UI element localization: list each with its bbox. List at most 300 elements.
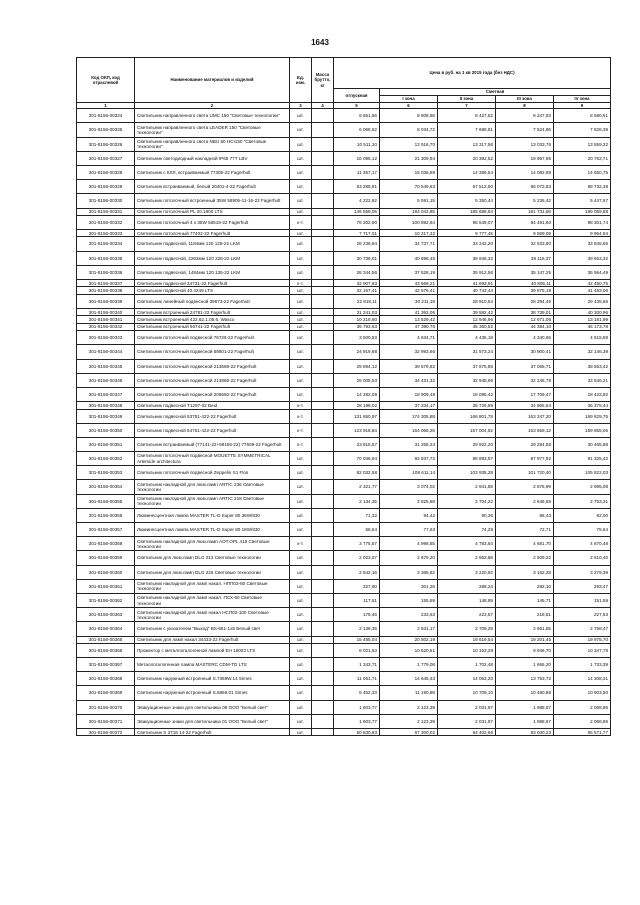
row-code: 301-8156-00346 bbox=[77, 373, 135, 387]
row-unit: шт. bbox=[290, 480, 312, 494]
row-price-otpusk: 3 775,57 bbox=[334, 537, 380, 551]
row-price-zone-4: 33 845,65 bbox=[554, 237, 611, 251]
row-mass bbox=[312, 452, 334, 466]
row-price-zone-1: 34 431,32 bbox=[380, 373, 438, 387]
row-price-zone-3: 7 524,96 bbox=[496, 123, 554, 137]
row-mass bbox=[312, 137, 334, 151]
row-price-otpusk: 30 739,01 bbox=[334, 251, 380, 265]
row-price-zone-2: 148,89 bbox=[438, 593, 496, 607]
row-price-zone-4: 2 995,08 bbox=[554, 480, 611, 494]
row-price-zone-2: 223,57 bbox=[438, 608, 496, 622]
row-name: Светильник для ламп накал 34433-22 Fagerhult bbox=[135, 636, 290, 643]
table-row bbox=[77, 137, 611, 151]
row-price-zone-4: 13 559,32 bbox=[554, 137, 611, 151]
row-price-zone-4: 32 146,39 bbox=[554, 345, 611, 359]
row-price-otpusk: 50 830,83 bbox=[334, 729, 380, 736]
row-mass bbox=[312, 151, 334, 165]
row-price-zone-4: 39 653,32 bbox=[554, 251, 611, 265]
row-name: Люминесцентная лампа MASTER TL-D Super 80 36W/830 bbox=[135, 508, 290, 522]
row-mass bbox=[312, 672, 334, 686]
row-price-otpusk: 1 603,77 bbox=[334, 714, 380, 728]
row-mass bbox=[312, 359, 334, 373]
table-row bbox=[77, 265, 611, 279]
row-mass bbox=[312, 316, 334, 323]
row-price-zone-3: 32 533,80 bbox=[496, 237, 554, 251]
row-price-zone-4: 29 435,56 bbox=[554, 294, 611, 308]
col-number: 9 bbox=[554, 103, 611, 109]
table-row bbox=[77, 608, 611, 622]
table-row bbox=[77, 208, 611, 215]
row-mass bbox=[312, 593, 334, 607]
table-row bbox=[77, 686, 611, 700]
row-price-zone-2: 2 031,97 bbox=[438, 714, 496, 728]
row-price-zone-1: 5 591,15 bbox=[380, 194, 438, 208]
row-price-zone-1: 47 390,76 bbox=[380, 323, 438, 330]
row-unit: шт. bbox=[290, 109, 312, 123]
row-price-zone-3: 2 509,22 bbox=[496, 551, 554, 565]
row-name: Светильник S 3718 14-22 Fagerhult bbox=[135, 729, 290, 736]
table-row bbox=[77, 523, 611, 537]
row-code: 301-8156-00341 bbox=[77, 316, 135, 323]
row-code: 301-8156-00336 bbox=[77, 265, 135, 279]
row-price-zone-3: 94 491,60 bbox=[496, 215, 554, 229]
row-mass bbox=[312, 437, 334, 451]
row-code: 301-8156-00329 bbox=[77, 180, 135, 194]
row-price-zone-3: 282,10 bbox=[496, 579, 554, 593]
row-price-zone-3: 12 671,06 bbox=[496, 316, 554, 323]
row-code: 301-8156-00331 bbox=[77, 208, 135, 215]
row-price-zone-3: 1 666,20 bbox=[496, 658, 554, 672]
row-name: Светильник потолочный подвесной Zeppelin S1 Flos bbox=[135, 466, 290, 480]
row-mass bbox=[312, 537, 334, 551]
row-price-otpusk: 22 818,11 bbox=[334, 294, 380, 308]
row-price-zone-2: 74,29 bbox=[438, 523, 496, 537]
row-price-zone-1: 21 309,94 bbox=[380, 151, 438, 165]
row-price-zone-4: 92,00 bbox=[554, 508, 611, 522]
row-price-otpusk: 117,51 bbox=[334, 593, 380, 607]
row-code: 301-8156-00328 bbox=[77, 165, 135, 179]
row-price-zone-4: 2 610,40 bbox=[554, 551, 611, 565]
row-price-zone-1: 41 363,06 bbox=[380, 309, 438, 316]
header-mass: Масса брутто, кг bbox=[312, 58, 334, 103]
row-price-zone-4: 46 173,78 bbox=[554, 323, 611, 330]
row-code: 301-8156-00365 bbox=[77, 636, 135, 643]
row-code: 301-8156-00360 bbox=[77, 565, 135, 579]
header-code: Код ОКП, код отраслевой bbox=[77, 58, 135, 103]
row-price-zone-1: 100 892,64 bbox=[380, 215, 438, 229]
row-price-zone-4: 227,63 bbox=[554, 608, 611, 622]
row-name: Светильник для люм.ламп DLG 226 Световые технологии bbox=[135, 565, 290, 579]
row-price-zone-3: 153 659,12 bbox=[496, 423, 554, 437]
row-code: 301-8156-00335 bbox=[77, 251, 135, 265]
row-price-zone-4: 91 325,42 bbox=[554, 452, 611, 466]
table-row bbox=[77, 508, 611, 522]
table-row bbox=[77, 466, 611, 480]
row-mass bbox=[312, 294, 334, 308]
row-price-zone-2: 31 573,24 bbox=[438, 345, 496, 359]
row-price-zone-3: 9 569,09 bbox=[496, 230, 554, 237]
row-unit: шт. bbox=[290, 452, 312, 466]
row-unit: шт. bbox=[290, 508, 312, 522]
row-price-zone-1: 1 779,08 bbox=[380, 658, 438, 672]
table-row bbox=[77, 237, 611, 251]
row-price-otpusk: 8 452,33 bbox=[334, 686, 380, 700]
row-unit: шт. bbox=[290, 686, 312, 700]
row-price-zone-3: 8 247,93 bbox=[496, 109, 554, 123]
table-row bbox=[77, 309, 611, 316]
row-mass bbox=[312, 323, 334, 330]
row-price-zone-1: 77,63 bbox=[380, 523, 438, 537]
row-price-zone-3: 17 709,47 bbox=[496, 387, 554, 401]
col-number: 7 bbox=[438, 103, 496, 109]
row-price-otpusk: 1 343,71 bbox=[334, 658, 380, 672]
row-price-otpusk: 16 095,12 bbox=[334, 151, 380, 165]
row-unit: шт. bbox=[290, 331, 312, 345]
row-mass bbox=[312, 658, 334, 672]
table-row bbox=[77, 373, 611, 387]
table-row bbox=[77, 230, 611, 237]
row-name: Светильник подвесной 54751-422-22 Fagerhult bbox=[135, 423, 290, 437]
row-price-zone-2: 64 402,66 bbox=[438, 729, 496, 736]
row-price-otpusk: 146 558,05 bbox=[334, 208, 380, 215]
row-price-zone-1: 164 068,26 bbox=[380, 423, 438, 437]
row-price-zone-2: 185 688,64 bbox=[438, 208, 496, 215]
col-number: 2 bbox=[135, 103, 290, 109]
row-price-zone-3: 87 977,92 bbox=[496, 452, 554, 466]
row-price-zone-1: 31 268,34 bbox=[380, 437, 438, 451]
table-row bbox=[77, 658, 611, 672]
table-row bbox=[77, 215, 611, 229]
row-mass bbox=[312, 636, 334, 643]
row-name: Светильник подвесной 40.4249 LTS bbox=[135, 287, 290, 294]
row-name: Светильник встроенный 24781-22 Fagerhult bbox=[135, 309, 290, 316]
header-price-title: Цена в руб. на 1 кв 2015 года (без НДС) bbox=[334, 58, 611, 89]
row-unit: к-т. bbox=[290, 437, 312, 451]
row-code: 301-8156-00345 bbox=[77, 359, 135, 373]
row-mass bbox=[312, 608, 334, 622]
row-price-zone-4: 2 753,31 bbox=[554, 494, 611, 508]
row-price-zone-3: 44 384,10 bbox=[496, 323, 554, 330]
row-name: Светильник встраиваемый (77141-22+99156-22) 77609-22 Fagerhult bbox=[135, 437, 290, 451]
row-price-zone-2: 28 910,54 bbox=[438, 294, 496, 308]
row-price-zone-1: 2 123,39 bbox=[380, 700, 438, 714]
row-code: 301-8156-00358 bbox=[77, 537, 135, 551]
row-price-zone-4: 159 855,05 bbox=[554, 423, 611, 437]
row-price-otpusk: 2 542,16 bbox=[334, 565, 380, 579]
row-name: Светильник потолочный подвесной MOUETTE SYMMETRICAL Artemide architectura bbox=[135, 452, 290, 466]
table-row bbox=[77, 194, 611, 208]
row-price-zone-1: 2 825,88 bbox=[380, 494, 438, 508]
row-mass bbox=[312, 729, 334, 736]
row-price-zone-4: 7 828,39 bbox=[554, 123, 611, 137]
table-row bbox=[77, 180, 611, 194]
row-name: Светильник наружный встроенный S.6869.01 Simes bbox=[135, 686, 290, 700]
row-unit: к-т. bbox=[290, 280, 312, 287]
row-unit: шт. bbox=[290, 494, 312, 508]
row-code: 301-8156-00359 bbox=[77, 551, 135, 565]
table-row bbox=[77, 622, 611, 636]
row-price-zone-1: 3 365,82 bbox=[380, 565, 438, 579]
row-price-zone-1: 2 831,17 bbox=[380, 622, 438, 636]
row-mass bbox=[312, 700, 334, 714]
row-price-zone-3: 34 965,54 bbox=[496, 402, 554, 409]
row-price-zone-1: 40 698,45 bbox=[380, 251, 438, 265]
row-unit: шт. bbox=[290, 230, 312, 237]
row-price-zone-1: 4 634,71 bbox=[380, 331, 438, 345]
row-price-otpusk: 7 717,01 bbox=[334, 230, 380, 237]
row-mass bbox=[312, 508, 334, 522]
table-row bbox=[77, 287, 611, 294]
row-unit: шт. bbox=[290, 523, 312, 537]
row-price-otpusk: 2 134,35 bbox=[334, 494, 380, 508]
row-unit: шт. bbox=[290, 373, 312, 387]
row-price-zone-1: 70 549,83 bbox=[380, 180, 438, 194]
row-name: Светильник накладной для люм.ламп ARTIC 236 Световые технологии bbox=[135, 480, 290, 494]
table-row bbox=[77, 537, 611, 551]
row-unit: шт. bbox=[290, 672, 312, 686]
row-name: Эвакуационные знаки для светильника 01 ООО "Белый свет" bbox=[135, 714, 290, 728]
row-mass bbox=[312, 208, 334, 215]
row-name: Светильник подвесной 53751-422-22 Fagerhult bbox=[135, 409, 290, 423]
row-price-zone-1: 30 211,18 bbox=[380, 294, 438, 308]
row-price-zone-2: 37 875,86 bbox=[438, 359, 496, 373]
col-number: 3 bbox=[290, 103, 312, 109]
row-name: Светильник с указателем "Выход" BS-661-1x8 Белый свет bbox=[135, 622, 290, 636]
row-code: 301-8156-00330 bbox=[77, 194, 135, 208]
row-price-zone-4: 3 279,39 bbox=[554, 565, 611, 579]
row-name: Светильник потолочный 77402-22 Fagerhult bbox=[135, 230, 290, 237]
row-price-zone-2: 2 941,68 bbox=[438, 480, 496, 494]
header-zone-4: IV зона bbox=[554, 96, 611, 103]
row-price-zone-2: 32 948,96 bbox=[438, 373, 496, 387]
row-price-zone-1: 94,42 bbox=[380, 508, 438, 522]
row-price-zone-3: 66 073,83 bbox=[496, 180, 554, 194]
row-mass bbox=[312, 686, 334, 700]
table-row bbox=[77, 151, 611, 165]
table-row bbox=[77, 452, 611, 466]
header-smetnaya: Сметная bbox=[380, 89, 611, 96]
row-price-zone-3: 32 246,78 bbox=[496, 373, 554, 387]
row-price-zone-2: 29 922,20 bbox=[438, 437, 496, 451]
row-code: 301-8156-00332 bbox=[77, 215, 135, 229]
row-price-zone-1: 11 190,88 bbox=[380, 686, 438, 700]
row-code: 301-8156-00366 bbox=[77, 643, 135, 657]
row-price-zone-3: 19 201,45 bbox=[496, 636, 554, 643]
row-name: Светильник наружный встроенный S.7369W.14 Simes bbox=[135, 672, 290, 686]
row-price-zone-1: 18 909,49 bbox=[380, 387, 438, 401]
row-unit: шт. bbox=[290, 387, 312, 401]
row-unit: шт. bbox=[290, 345, 312, 359]
row-price-zone-2: 33 242,20 bbox=[438, 237, 496, 251]
row-price-otpusk: 76 202,90 bbox=[334, 215, 380, 229]
row-name: Светильник подвесной 34731-22 Fagerhult bbox=[135, 280, 290, 287]
row-price-zone-2: 14 389,54 bbox=[438, 165, 496, 179]
row-price-zone-3: 28 294,45 bbox=[496, 294, 554, 308]
row-unit: шт. bbox=[290, 622, 312, 636]
row-mass bbox=[312, 215, 334, 229]
row-price-zone-4: 2 068,86 bbox=[554, 714, 611, 728]
col-number: 8 bbox=[496, 103, 554, 109]
row-price-otpusk: 31 241,03 bbox=[334, 309, 380, 316]
row-price-zone-2: 14 053,20 bbox=[438, 672, 496, 686]
row-price-zone-2: 4 783,64 bbox=[438, 537, 496, 551]
row-price-zone-4: 75,64 bbox=[554, 523, 611, 537]
row-mass bbox=[312, 622, 334, 636]
row-price-zone-1: 43 569,21 bbox=[380, 280, 438, 287]
row-name: Светильник потолочный встроенный 35W 58905-11-16-22 Fagerhult bbox=[135, 194, 290, 208]
row-code: 301-8156-00348 bbox=[77, 402, 135, 409]
row-unit: шт. bbox=[290, 593, 312, 607]
row-price-zone-2: 288,24 bbox=[438, 579, 496, 593]
table-row bbox=[77, 109, 611, 123]
row-price-zone-4: 38 563,42 bbox=[554, 359, 611, 373]
row-price-zone-2: 40 743,44 bbox=[438, 287, 496, 294]
row-price-zone-1: 37 334,17 bbox=[380, 402, 438, 409]
table-row bbox=[77, 423, 611, 437]
row-price-otpusk: 4 222,92 bbox=[334, 194, 380, 208]
row-unit: шт. bbox=[290, 194, 312, 208]
row-mass bbox=[312, 280, 334, 287]
row-mass bbox=[312, 565, 334, 579]
row-price-zone-1: 233,63 bbox=[380, 608, 438, 622]
row-code: 301-8156-00339 bbox=[77, 294, 135, 308]
row-price-otpusk: 10 511,10 bbox=[334, 137, 380, 151]
table-row bbox=[77, 729, 611, 736]
row-mass bbox=[312, 123, 334, 137]
row-price-zone-1: 32 993,66 bbox=[380, 345, 438, 359]
row-price-otpusk: 82 032,58 bbox=[334, 466, 380, 480]
row-unit: шт. bbox=[290, 579, 312, 593]
table-row bbox=[77, 402, 611, 409]
row-price-zone-2: 67 512,50 bbox=[438, 180, 496, 194]
row-code: 301-8156-00334 bbox=[77, 237, 135, 251]
row-price-zone-3: 3 152,28 bbox=[496, 565, 554, 579]
col-number: 4 bbox=[312, 103, 334, 109]
row-price-zone-3: 5 236,42 bbox=[496, 194, 554, 208]
row-name: Светильник накладной для люм.ламп AOT.OPL 418 Световые технологии bbox=[135, 537, 290, 551]
row-price-zone-1: 13 529,42 bbox=[380, 316, 438, 323]
row-price-zone-1: 42 576,41 bbox=[380, 287, 438, 294]
row-code: 301-8156-00352 bbox=[77, 452, 135, 466]
row-price-zone-1: 8 808,66 bbox=[380, 109, 438, 123]
row-price-zone-4: 9 954,94 bbox=[554, 230, 611, 237]
row-name: Светильник направленного света LEADER 150 "Световые технологии" bbox=[135, 123, 290, 137]
row-price-zone-2: 88 893,97 bbox=[438, 452, 496, 466]
row-price-zone-2: 166 801,78 bbox=[438, 409, 496, 423]
row-price-zone-4: 13 181,99 bbox=[554, 316, 611, 323]
row-name: Светильник потолочный 4 x 35W 56519-22 Fagerhult bbox=[135, 215, 290, 229]
row-unit: шт. bbox=[290, 251, 312, 265]
row-price-zone-4: 14 308,31 bbox=[554, 672, 611, 686]
row-name: Светильник потолочный подвесной 213866-22 Fagerhult bbox=[135, 373, 290, 387]
row-price-zone-4: 14 650,75 bbox=[554, 165, 611, 179]
row-price-zone-3: 30 900,41 bbox=[496, 345, 554, 359]
row-price-zone-2: 38 946,32 bbox=[438, 251, 496, 265]
row-price-zone-1: 34 737,71 bbox=[380, 237, 438, 251]
row-mass bbox=[312, 494, 334, 508]
row-price-otpusk: 71,32 bbox=[334, 508, 380, 522]
table-row bbox=[77, 316, 611, 323]
row-price-zone-2: 3 220,92 bbox=[438, 565, 496, 579]
row-price-otpusk: 23 615,57 bbox=[334, 437, 380, 451]
row-price-zone-1: 3 074,02 bbox=[380, 480, 438, 494]
row-code: 301-8156-00372 bbox=[77, 729, 135, 736]
row-price-zone-3: 163 247,20 bbox=[496, 409, 554, 423]
row-unit: к-т. bbox=[290, 402, 312, 409]
table-row bbox=[77, 494, 611, 508]
row-price-otpusk: 1 603,77 bbox=[334, 700, 380, 714]
row-price-zone-1: 14 645,43 bbox=[380, 672, 438, 686]
row-code: 301-8156-00324 bbox=[77, 109, 135, 123]
row-price-zone-4: 5 447,57 bbox=[554, 194, 611, 208]
row-price-zone-4: 105 822,03 bbox=[554, 466, 611, 480]
header-otpusk: отпускная bbox=[334, 89, 380, 103]
table-row bbox=[77, 579, 611, 593]
row-price-zone-3: 38 116,37 bbox=[496, 251, 554, 265]
row-code: 301-8156-00354 bbox=[77, 480, 135, 494]
row-price-zone-2: 157 004,92 bbox=[438, 423, 496, 437]
row-unit: шт. bbox=[290, 237, 312, 251]
row-unit: шт. bbox=[290, 265, 312, 279]
row-price-zone-2: 2 704,22 bbox=[438, 494, 496, 508]
row-price-zone-3: 218,81 bbox=[496, 608, 554, 622]
row-name: Светильник с КЛЛ, встраиваемый 77305-22 Fagerhult bbox=[135, 165, 290, 179]
row-price-zone-4: 42 450,75 bbox=[554, 280, 611, 287]
table-row bbox=[77, 672, 611, 686]
row-price-zone-1: 20 502,19 bbox=[380, 636, 438, 643]
row-code: 301-8156-00347 bbox=[77, 387, 135, 401]
row-mass bbox=[312, 402, 334, 409]
row-price-zone-4: 2 068,86 bbox=[554, 700, 611, 714]
row-name: Светильник подвесной, 2262мм 120 228-22 LKM bbox=[135, 251, 290, 265]
row-price-zone-3: 9 946,70 bbox=[496, 643, 554, 657]
row-name: Прожектор с металлогалогенной лампой EH 15003 LTS bbox=[135, 643, 290, 657]
row-price-zone-3: 72,71 bbox=[496, 523, 554, 537]
row-price-zone-4: 2 758,47 bbox=[554, 622, 611, 636]
row-unit: шт. bbox=[290, 123, 312, 137]
row-code: 301-8156-00364 bbox=[77, 622, 135, 636]
row-mass bbox=[312, 373, 334, 387]
row-code: 301-8156-00357 bbox=[77, 523, 135, 537]
row-code: 301-8156-00350 bbox=[77, 423, 135, 437]
header-zone-3: III зона bbox=[496, 96, 554, 103]
row-price-zone-4: 1 733,39 bbox=[554, 658, 611, 672]
table-row bbox=[77, 331, 611, 345]
row-price-otpusk: 24 919,68 bbox=[334, 345, 380, 359]
row-price-zone-4: 33 546,21 bbox=[554, 373, 611, 387]
row-price-zone-2: 18 095,42 bbox=[438, 387, 496, 401]
row-name: Эвакуационные знаки для светильника 08 ООО "Белый свет" bbox=[135, 700, 290, 714]
table-row bbox=[77, 480, 611, 494]
row-price-zone-2: 20 392,52 bbox=[438, 151, 496, 165]
row-price-otpusk: 32 907,83 bbox=[334, 280, 380, 287]
row-price-zone-2: 2 031,97 bbox=[438, 700, 496, 714]
row-unit: шт. bbox=[290, 658, 312, 672]
row-name: Светильник потолочный PL 20.1800 LTS bbox=[135, 208, 290, 215]
row-price-zone-4: 40 300,96 bbox=[554, 309, 611, 316]
row-unit: шт. bbox=[290, 294, 312, 308]
row-price-zone-1: 2 123,39 bbox=[380, 714, 438, 728]
row-price-zone-4: 4 870,48 bbox=[554, 537, 611, 551]
row-unit: шт. bbox=[290, 714, 312, 728]
row-code: 301-8156-00356 bbox=[77, 508, 135, 522]
row-price-otpusk: 58,64 bbox=[334, 523, 380, 537]
row-price-zone-2: 19 619,54 bbox=[438, 636, 496, 643]
row-code: 301-8156-00370 bbox=[77, 700, 135, 714]
row-price-zone-4: 36 564,49 bbox=[554, 265, 611, 279]
row-price-otpusk: 176,46 bbox=[334, 608, 380, 622]
row-unit: к-т. bbox=[290, 537, 312, 551]
